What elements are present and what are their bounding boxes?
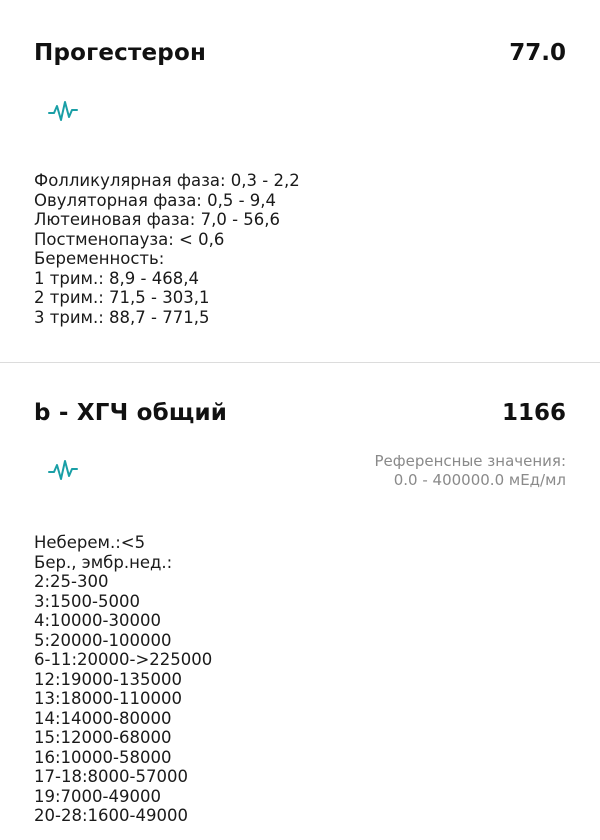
test-name: b - ХГЧ общий: [34, 400, 228, 426]
test-name: Прогестерон: [34, 40, 207, 66]
note-line: 2 трим.: 71,5 - 303,1: [34, 288, 210, 307]
note-line: Неберем.:<5: [34, 533, 146, 552]
reference-range-block: [375, 452, 566, 490]
note-line: 20-28:1600-49000: [34, 806, 188, 825]
trend-chart-icon[interactable]: [48, 457, 78, 483]
reference-notes: [34, 171, 300, 327]
note-line: Лютеиновая фаза: 7,0 - 56,6: [34, 210, 281, 229]
note-line: 2:25-300: [34, 572, 109, 591]
note-line: 14:14000-80000: [34, 708, 172, 728]
note-line: Овуляторная фаза: 0,5 - 9,4: [34, 190, 277, 210]
note-line: 1 трим.: 8,9 - 468,4: [34, 268, 199, 288]
note-line: 4:10000-30000: [34, 611, 161, 630]
note-line: 16:10000-58000: [34, 747, 172, 767]
test-value: 1166: [501, 400, 566, 426]
note-line: 15:12000-68000: [34, 728, 172, 747]
note-line: Беременность:: [34, 249, 165, 268]
trend-chart-icon[interactable]: [48, 98, 78, 124]
test-card-progesterone[interactable]: [0, 0, 600, 362]
note-line: Постменопауза: < 0,6: [34, 229, 225, 249]
test-value: 77.0: [509, 40, 566, 66]
note-line: 19:7000-49000: [34, 786, 161, 806]
note-line: 6-11:20000->225000: [34, 650, 213, 669]
reference-label: Референсные значения:: [374, 452, 566, 470]
note-line: 17-18:8000-57000: [34, 767, 188, 786]
reference-range: 0.0 - 400000.0 мЕд/мл: [393, 471, 566, 489]
note-line: 3:1500-5000: [34, 591, 140, 611]
note-line: 3 трим.: 88,7 - 771,5: [34, 307, 210, 327]
test-card-hcg[interactable]: [0, 363, 600, 840]
note-line: Фолликулярная фаза: 0,3 - 2,2: [34, 171, 300, 190]
note-line: 13:18000-110000: [34, 689, 182, 708]
note-line: 12:19000-135000: [34, 669, 182, 689]
reference-notes: [34, 533, 212, 826]
note-line: Бер., эмбр.нед.:: [34, 552, 173, 572]
note-line: 5:20000-100000: [34, 630, 172, 650]
